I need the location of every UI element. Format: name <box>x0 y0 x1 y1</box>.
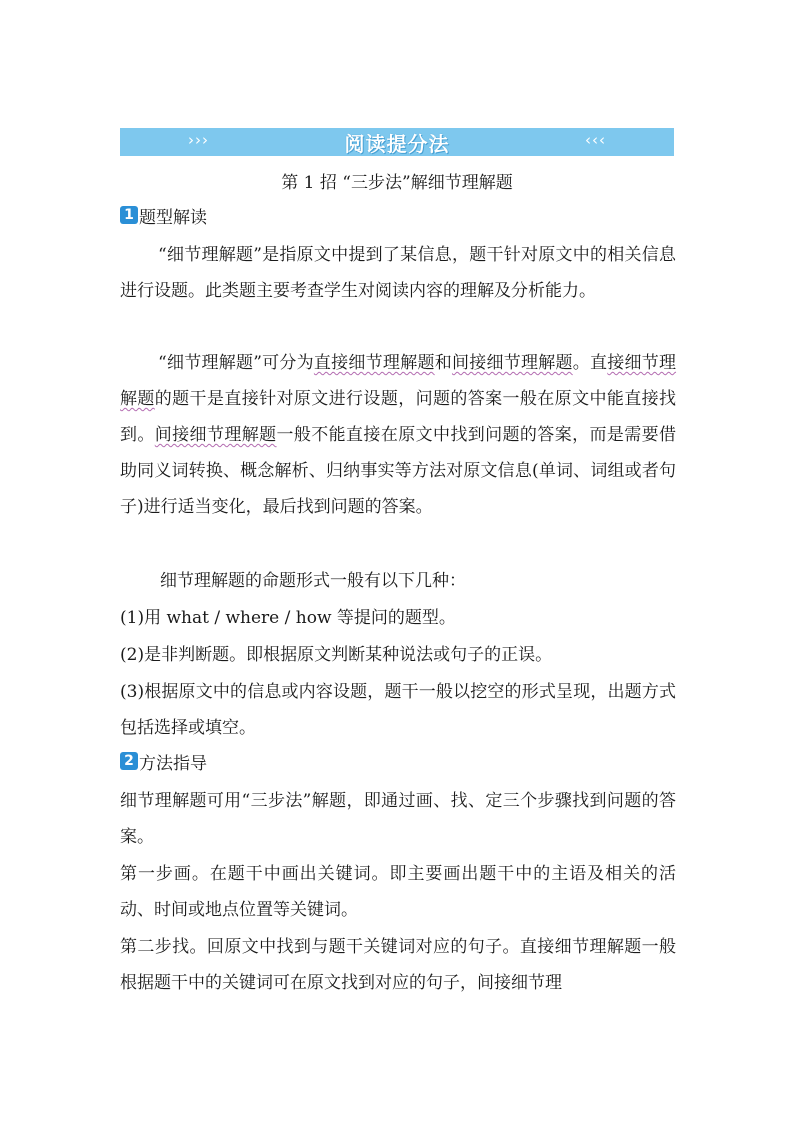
intro-paragraph: “细节理解题”是指原文中提到了某信息，题干针对原文中的相关信息进行设题。此类题主要考查学生对阅读内容的理解及分析能力。 <box>120 245 676 301</box>
section-title: 题型解读 <box>139 207 207 228</box>
chevrons-left-icon: ‹‹‹ <box>585 131 606 149</box>
method-banner <box>120 128 674 156</box>
section-heading-1 <box>120 203 207 227</box>
text-run: 的题干是直接针对原文进行设题，问题的答案一般在原文中能直接找到。 <box>120 389 677 445</box>
list-item: (3)根据原文中的信息或内容设题，题干一般以挖空的形式呈现，出题方式包括选择或填空。 <box>120 682 676 738</box>
forms-intro: 细节理解题的命题形式一般有以下几种： <box>160 571 466 591</box>
text-run: 一般不能直接在原文中找到问题的答案，而是需要借助同义词转换、概念解析、归纳事实等方法对原文信息(单词、词组或者句子)进行适当变化，最后找到问题的答案。 <box>120 425 677 517</box>
list-item: (1)用 what / where / how 等提问的题型。 <box>120 608 456 628</box>
term-indirect-2: 间接细节理解题 <box>154 425 277 445</box>
step-two-paragraph: 第二步找。回原文中找到与题干关键词对应的句子。直接细节理解题一般根据题干中的关键词可在原文找到对应的句子，间接细节理 <box>120 937 676 993</box>
term-direct: 直接细节理解题 <box>313 353 435 373</box>
term-indirect: 间接细节理解题 <box>451 353 573 373</box>
section-title: 方法指导 <box>139 753 207 774</box>
section-number-badge: 2 <box>120 752 138 770</box>
banner-title: 阅读提分法 <box>344 131 450 156</box>
text-run: 。直 <box>572 353 608 373</box>
term-direct-cont: 接细节理解题 <box>120 353 677 409</box>
method-paragraph: 细节理解题可用“三步法”解题，即通过画、找、定三个步骤找到问题的答案。 <box>120 791 676 847</box>
section-number-badge: 1 <box>120 206 138 224</box>
text-run: 和 <box>434 353 452 373</box>
types-paragraph <box>120 345 676 525</box>
chevrons-right-icon: ››› <box>188 131 209 149</box>
page-subtitle: 第 1 招 “三步法”解细节理解题 <box>281 173 513 193</box>
text-run: “细节理解题”可分为 <box>158 353 314 373</box>
section-heading-2 <box>120 749 207 773</box>
step-one-paragraph: 第一步画。在题干中画出关键词。即主要画出题干中的主语及相关的活动、时间或地点位置等关键词。 <box>120 864 676 920</box>
list-item: (2)是非判断题。即根据原文判断某种说法或句子的正误。 <box>120 645 553 665</box>
